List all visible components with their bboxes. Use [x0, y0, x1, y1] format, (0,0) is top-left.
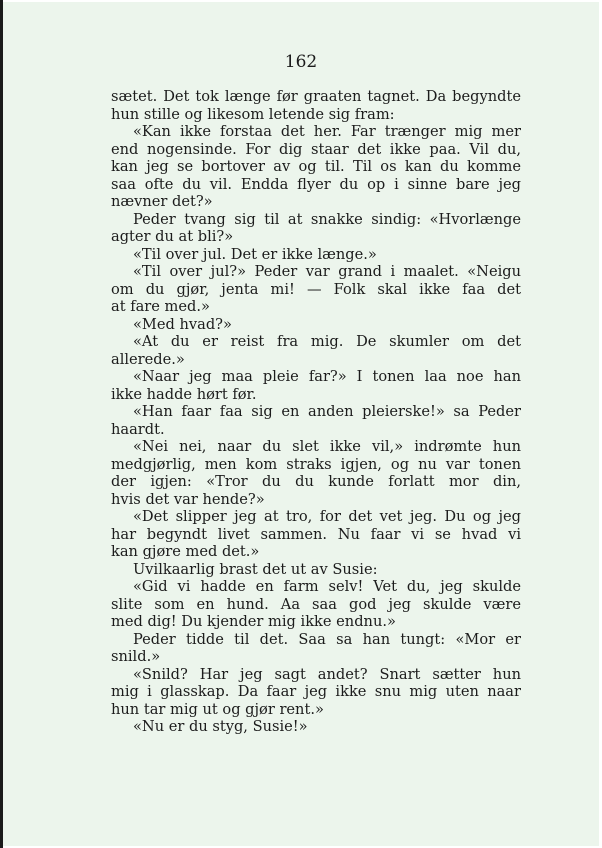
text-line: ikke hadde hørt før. — [111, 385, 257, 403]
text-line: snild.» — [111, 648, 161, 665]
text-line: «Kan ikke forstaa det her. Far trænger mig mer — [133, 123, 521, 140]
text-line: med dig! Du kjender mig ikke endnu.» — [111, 613, 396, 630]
text-line: mig i glasskap. Da faar jeg ikke snu mig uten naar — [111, 683, 521, 700]
text-line: allerede.» — [111, 350, 185, 368]
text-line: «Det slipper jeg at tro, for det vet jeg. Du og jeg — [133, 508, 521, 525]
text-line: sætet. Det tok længe før graaten tagnet. Da begyndte — [111, 88, 521, 105]
text-line: kan jeg se bortover av og til. Til os kan du komme — [111, 158, 521, 175]
text-line: hun stille og likesom letende sig fram: — [111, 105, 395, 123]
text-line: om du gjør, jenta mi! — Folk skal ikke faa det — [111, 280, 521, 298]
text-line: haardt. — [111, 420, 165, 438]
text-line: medgjørlig, men kom straks igjen, og nu var tonen — [111, 455, 521, 473]
text-line: «Nei nei, naar du slet ikke vil,» indrømte hun — [133, 438, 521, 455]
body-text — [111, 88, 521, 736]
text-line: slite som en hund. Aa saa god jeg skulde være — [111, 595, 521, 613]
text-line: saa ofte du vil. Endda flyer du op i sinne bare jeg — [111, 175, 521, 193]
text-line: agter du at bli?» — [111, 228, 234, 245]
text-line: Peder tvang sig til at snakke sindig: «Hvorlænge — [133, 210, 521, 228]
text-line: «Med hvad?» — [133, 315, 232, 333]
text-line: Peder tidde til det. Saa sa han tungt: «Mor er — [133, 630, 521, 648]
text-line: «Snild? Har jeg sagt andet? Snart sætter hun — [133, 665, 521, 683]
text-line: hvis det var hende?» — [111, 490, 265, 508]
text-line: «Nu er du styg, Susie!» — [133, 718, 308, 735]
text-line: hun tar mig ut og gjør rent.» — [111, 700, 324, 718]
page-number: 162 — [284, 52, 318, 72]
text-line: Uvilkaarlig brast det ut av Susie: — [133, 560, 378, 578]
text-line: «Naar jeg maa pleie far?» I tonen laa noe han — [133, 368, 521, 385]
text-line: «Til over jul?» Peder var grand i maalet. «Neigu — [133, 263, 521, 280]
text-line: «At du er reist fra mig. De skumler om det — [133, 333, 521, 350]
text-line: har begyndt livet sammen. Nu faar vi se hvad vi — [111, 525, 521, 543]
text-line: «Han faar faa sig en anden pleierske!» sa Peder — [133, 403, 521, 420]
text-line: der igjen: «Tror du du kunde forlatt mor din, — [111, 473, 521, 490]
text-line: kan gjøre med det.» — [111, 543, 260, 560]
text-line: «Til over jul. Det er ikke længe.» — [133, 245, 377, 263]
text-line: at fare med.» — [111, 298, 210, 315]
text-line: nævner det?» — [111, 193, 213, 210]
text-line: «Gid vi hadde en farm selv! Vet du, jeg skulde — [133, 578, 521, 595]
text-line: end nogensinde. For dig staar det ikke paa. Vil du, — [111, 140, 521, 158]
